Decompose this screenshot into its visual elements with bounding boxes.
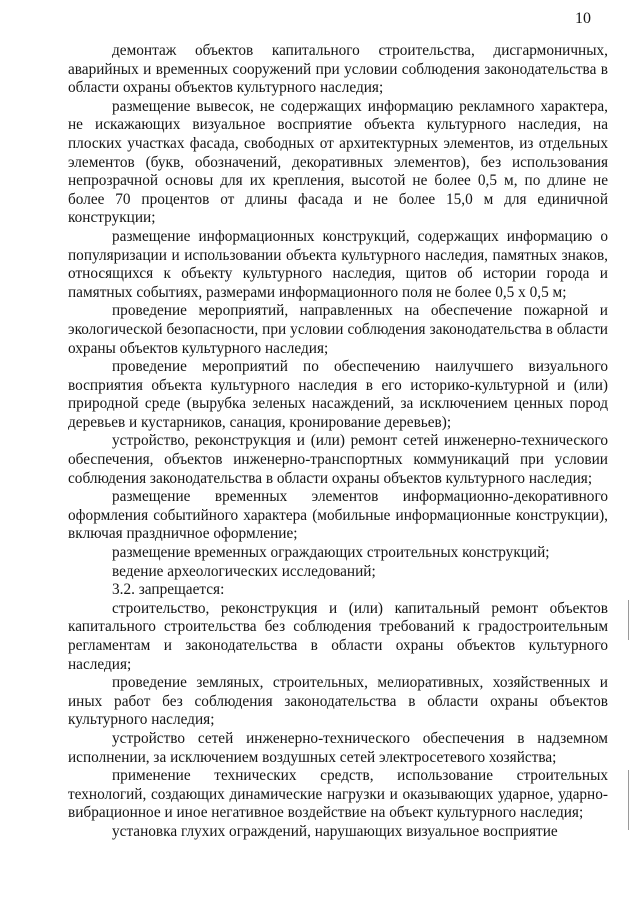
paragraph: размещение временных элементов информационно-декоративного оформления событийного характера (мобильные информационные конструкции), включая праздничное оформление;: [68, 488, 608, 543]
section-heading: 3.2. запрещается:: [112, 581, 225, 599]
paragraph: размещение вывесок, не содержащих информацию рекламного характера, не искажающих визуальное восприятие объекта культурного наследия, на плоских участках фасада, свободных от архитектурных элементов, из отдельных элементов (букв, обозначений, декоративных элементов), без использования непрозрачной основы для их крепления, высотой не более 0,5 м, по длине не более 70 процентов от длины фасада и не более 15,0 м для единичной конструкции;: [68, 97, 608, 227]
paragraph: проведение мероприятий по обеспечению наилучшего визуального восприятия объекта культурного наследия в его историко-культурной и (или) природной среде (вырубка зеленых насаждений, за исключением ценных пород деревьев и кустарников, санация, кронирование деревьев);: [68, 358, 608, 431]
paragraph: строительство, реконструкция и (или) капитальный ремонт объектов капитального строительства без соблюдения требований к градостроительным регламентам и законодательства в области охраны объектов культурного наследия;: [68, 599, 608, 673]
paragraph: проведение мероприятий, направленных на обеспечение пожарной и экологической безопасности, при условии соблюдения законодательства в области охраны объектов культурного наследия;: [68, 302, 608, 357]
paragraph: размещение временных ограждающих строительных конструкций;: [112, 544, 550, 562]
paragraph: устройство, реконструкция и (или) ремонт сетей инженерно-технического обеспечения, объектов инженерно-транспортных коммуникаций при условии соблюдения законодательства в области охраны объектов культурного наследия;: [68, 432, 608, 487]
document-body: [68, 42, 608, 842]
scan-edge-mark: [628, 770, 629, 830]
paragraph: ведение археологических исследований;: [112, 562, 376, 580]
paragraph: демонтаж объектов капитального строительства, дисгармоничных, аварийных и временных сооружений при условии соблюдения законодательства в области охраны объектов культурного наследия;: [68, 42, 608, 97]
paragraph: применение технических средств, использование строительных технологий, создающих динамические нагрузки и оказывающих ударное, ударно-вибрационное и иное негативное воздействие на объект культурного наследия;: [68, 767, 608, 822]
paragraph: устройство сетей инженерно-технического обеспечения в надземном исполнении, за исключением воздушных сетей электросетевого хозяйства;: [68, 729, 608, 766]
paragraph: проведение земляных, строительных, мелиоративных, хозяйственных и иных работ без соблюдения законодательства в области охраны объектов культурного наследия;: [68, 674, 608, 729]
paragraph: установка глухих ограждений, нарушающих визуальное восприятие: [112, 822, 558, 840]
page-number: 10: [575, 10, 591, 27]
scan-edge-mark: [628, 600, 629, 640]
paragraph: размещение информационных конструкций, содержащих информацию о популяризации и использовании объекта культурного наследия, памятных знаков, относящихся к объекту культурного наследия, щитов об истории города и памятных событиях, размерами информационного поля не более 0,5 х 0,5 м;: [68, 227, 608, 301]
